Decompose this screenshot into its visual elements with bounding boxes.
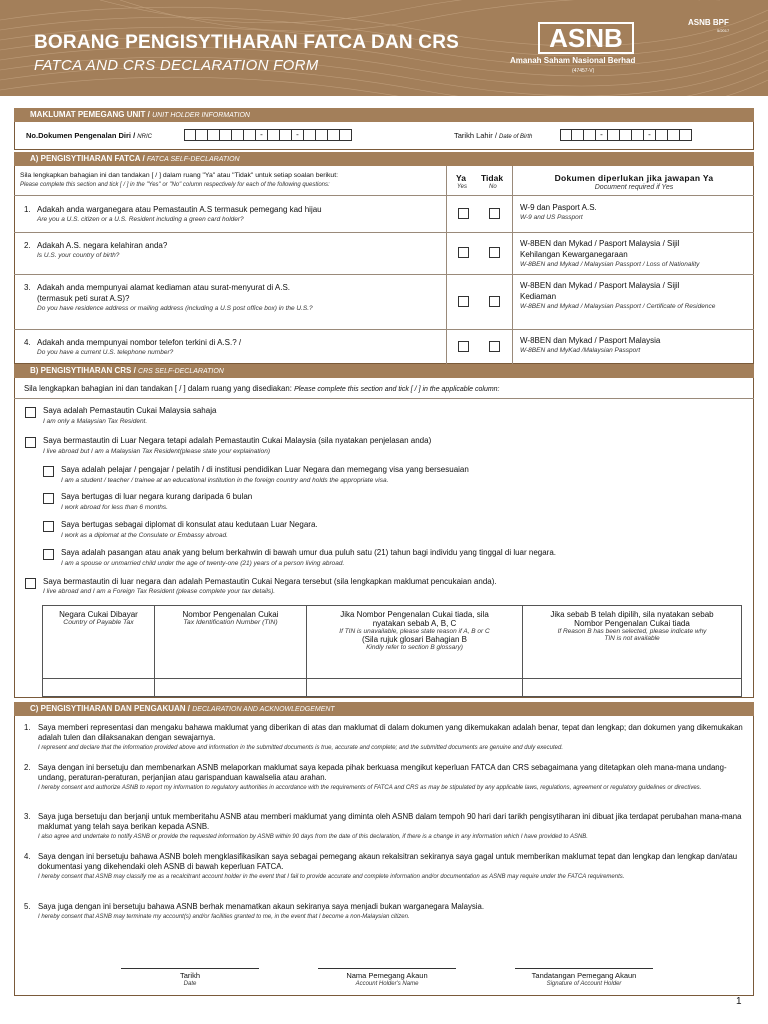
declaration-text-malay: Saya juga bersetuju dan berjanji untuk memberitahu ASNB atau memberi maklumat yang diminta oleh ASNB dalam tempoh 90 hari dari tarikh pengisytiharan ini dibuat jika terdapat perubahan mana-mana maklumat yang telah saya berikan kepada ASNB. — [38, 812, 742, 831]
crs-option-text: Saya bermastautin di Luar Negara tetapi adalah Pemastautin Cukai Malaysia (sila nyatakan penjelasan anda) — [43, 436, 432, 445]
dob-digit-box[interactable] — [572, 129, 584, 141]
declaration-text-en: I represent and declare that the information provided above and information in the submitted documents is true, accurate and complete; and the submitted documents are genuine and duly executed. — [38, 745, 563, 751]
reason-b-field[interactable] — [523, 679, 741, 697]
company-name: Amanah Saham Nasional Berhad — [510, 56, 636, 65]
crs-sub-option-text: Saya adalah pasangan atau anak yang belum berkahwin di bawah umur dua puluh satu (21) tahun bagi individu yang tinggal di luar negara. — [61, 548, 557, 557]
no-checkbox[interactable] — [489, 208, 500, 219]
col-tax-country-label: Negara Cukai Dibayar — [59, 610, 138, 619]
col-tin — [155, 606, 307, 678]
declaration-text-en: I hereby consent that ASNB may terminate my account(s) and/or facilities granted to me, in the event that I become a non-Malaysian citizen. — [38, 914, 410, 920]
asnb-logo: ASNB — [538, 22, 634, 54]
nric-dash: - — [292, 129, 304, 141]
declaration-text-en: I also agree and undertake to notify ASNB or provide the requested information by ASNB within 90 days from the date of this declaration, if there is a change in any information which I have provided to ASNB. — [38, 834, 588, 840]
crs-sub-option-text-en: I am a student / teacher / trainee at an educational institution in the foreign country and holds the appropriate visa. — [61, 477, 389, 484]
required-document: W-8BEN dan Mykad / Pasport Malaysia / Sijil — [520, 239, 680, 248]
crs-sub-option-text-en: I work abroad for less than 6 months. — [61, 504, 168, 511]
nric-digit-box[interactable] — [268, 129, 280, 141]
required-document: W-9 dan Pasport A.S. — [520, 203, 597, 212]
question-number: 1. — [24, 205, 31, 214]
question-text-en: Do you have residence address or mailing address (including a U.S post office box) in the U.S.? — [37, 305, 313, 312]
no-header-en: No — [489, 184, 497, 190]
crs-sub-option-checkbox[interactable] — [43, 549, 54, 560]
signature-label: Tarikh — [179, 971, 200, 980]
document-required-header: Dokumen diperlukan jika jawapan Ya — [554, 173, 714, 183]
nric-digit-box[interactable] — [304, 129, 316, 141]
crs-sub-option-checkbox[interactable] — [43, 466, 54, 477]
declaration-text — [38, 902, 744, 922]
question-text-cont: (termasuk peti surat A.S)? — [37, 294, 130, 303]
nric-label: No.Dokumen Pengenalan Diri / NRIC — [26, 131, 152, 140]
section-b-heading: B) PENGISYTIHARAN CRS / CRS SELF-DECLARATION — [14, 364, 754, 378]
col-divider-2 — [512, 166, 513, 364]
dob-input-grid[interactable] — [560, 129, 692, 141]
crs-sub-option-text: Saya bertugas di luar negara kurang daripada 6 bulan — [61, 492, 253, 501]
signature-line[interactable] — [121, 968, 259, 969]
company-registration: (47457-V) — [572, 68, 595, 74]
page-number: 1 — [736, 996, 742, 1007]
dob-dash: - — [596, 129, 608, 141]
required-document: W-8BEN dan Mykad / Pasport Malaysia — [520, 336, 661, 345]
yes-checkbox[interactable] — [458, 341, 469, 352]
yes-checkbox[interactable] — [458, 247, 469, 258]
yes-checkbox[interactable] — [458, 296, 469, 307]
no-checkbox[interactable] — [489, 247, 500, 258]
tax-country-field[interactable] — [43, 679, 155, 697]
foreign-tax-resident-checkbox[interactable] — [25, 578, 36, 589]
signature-label-en: Date — [183, 981, 197, 987]
question-separator — [14, 232, 754, 233]
dob-digit-box[interactable] — [656, 129, 668, 141]
nric-digit-box[interactable] — [208, 129, 220, 141]
declaration-text-malay: Saya dengan ini bersetuju bahawa ASNB boleh mengklasifikasikan saya sebagai pemegang akaun rekalsitran sekiranya saya gagal untuk memberikan maklumat tepat dan lengkap dan lengkap dan/atau dokumentasi yang dikehendaki oleh ASNB di bawah keperluan FATCA. — [38, 852, 738, 871]
required-document-en: W-8BEN and Mykad / Malaysian Passport / Loss of Nationality — [520, 261, 700, 268]
crs-sub-option-text-en: I am a spouse or unmarried child under the age of twenty-one (21) years of a person living abroad. — [61, 560, 345, 567]
tin-field[interactable] — [155, 679, 307, 697]
question-text: Adakah anda warganegara atau Pemastautin A.S termasuk pemegang kad hijau — [37, 205, 322, 214]
col-tin-reason-label-en: If TIN is unavailable, please state reason if A, B or C — [339, 628, 490, 635]
form-version: 5/2017 — [717, 28, 730, 33]
dob-label: Tarikh Lahir / Date of Birth — [454, 131, 533, 140]
section-a-instruction-en: Please complete this section and tick [ / ] in the "Yes" or "No" column respectively for each of the following questions: — [20, 182, 330, 188]
form-code: ASNB BPF — [688, 18, 729, 27]
declaration-text-malay: Saya memberi representasi dan mengaku bahawa maklumat yang diberikan di atas dan maklumat di dalam dokumen yang dikemukakan adalah benar, tepat dan lengkap; dan dokumen yang dikemukakan adalah tulen dan dilaksanakan dengan sewajarnya. — [38, 723, 743, 742]
signature-label: Nama Pemegang Akaun — [346, 971, 428, 980]
no-checkbox[interactable] — [489, 341, 500, 352]
crs-option-text: Saya adalah Pemastautin Cukai Malaysia sahaja — [43, 406, 217, 415]
form-header — [0, 0, 768, 96]
col-tin-label: Nombor Pengenalan Cukai — [182, 610, 279, 619]
nric-digit-box[interactable] — [220, 129, 232, 141]
declaration-text-malay: Saya dengan ini bersetuju dan membenarkan ASNB melaporkan maklumat saya kepada pihak berkuasa mengikut keperluan FATCA dan CRS sebagaimana yang ditetapkan oleh mana-mana undang-undang, peraturan-peraturan, perjanjian atau garispanduan kawalselia atau arahan. — [38, 763, 727, 782]
question-text-en: Are you a U.S. citizen or a U.S. Resident including a green card holder? — [37, 216, 244, 223]
unit-holder-heading: MAKLUMAT PEMEGANG UNIT / UNIT HOLDER INFORMATION — [14, 108, 754, 122]
form-title-english: FATCA AND CRS DECLARATION FORM — [34, 57, 319, 74]
declaration-text — [38, 763, 744, 793]
nric-dash: - — [256, 129, 268, 141]
tax-details-table — [42, 605, 742, 697]
question-number: 4. — [24, 338, 31, 347]
section-b-instruction: Sila lengkapkan bahagian ini dan tandakan [ / ] dalam ruang yang disediakan: Please complete this section and tick [ / ] in the applicable column: — [24, 384, 500, 393]
section-c-heading: C) PENGISYTIHARAN DAN PENGAKUAN / DECLARATION AND ACKNOWLEDGEMENT — [14, 702, 754, 716]
required-document-en: W-8BEN and MyKad /Malaysian Passport — [520, 347, 641, 354]
question-text-en: Do you have a current U.S. telephone number? — [37, 349, 174, 356]
required-document-cont: Kehilangan Kewarganegaraan — [520, 250, 628, 259]
yes-header: Ya — [456, 173, 466, 183]
signature-line[interactable] — [515, 968, 653, 969]
col-divider-1 — [446, 166, 447, 364]
nric-digit-box[interactable] — [232, 129, 244, 141]
question-text: Adakah anda mempunyai alamat kediaman atau surat-menyurat di A.S. — [37, 283, 291, 292]
question-number: 2. — [24, 241, 31, 250]
dob-digit-box[interactable] — [668, 129, 680, 141]
declaration-number: 2. — [24, 763, 31, 772]
signature-label-en: Account Holder's Name — [355, 981, 419, 987]
col-reason-b-label-en-2: TIN is not available — [604, 635, 660, 642]
nric-digit-box[interactable] — [196, 129, 208, 141]
yes-checkbox[interactable] — [458, 208, 469, 219]
dob-digit-box[interactable] — [584, 129, 596, 141]
crs-option-text-en: I am only a Malaysian Tax Resident. — [43, 418, 148, 425]
col-tin-label-en: Tax Identification Number (TIN) — [183, 619, 278, 626]
dob-digit-box[interactable] — [632, 129, 644, 141]
required-document-cont: Kediaman — [520, 292, 557, 301]
col-tin-reason — [307, 606, 523, 678]
foreign-tax-resident-text: Saya bermastautin di luar negara dan adalah Pemastautin Cukai Negara tersebut (sila lengkapkan maklumat pencukaian anda). — [43, 577, 497, 586]
col-tin-reason-label: Jika Nombor Pengenalan Cukai tiada, sila — [340, 610, 489, 619]
col-tax-country — [43, 606, 155, 678]
declaration-text — [38, 723, 744, 753]
tin-reason-field[interactable] — [307, 679, 523, 697]
question-text-en: Is U.S. your country of birth? — [37, 252, 120, 259]
declaration-text — [38, 812, 744, 842]
declaration-number: 1. — [24, 723, 31, 732]
declaration-text-en: I hereby consent that ASNB may classify me as a recalcitrant account holder in the event that I fail to provide accurate and complete information and/or documentation as ASNB may require under the FATCA requirements. — [38, 874, 625, 880]
crs-option-text-en: I live abroad but I am a Malaysian Tax Resident(please state your explaination) — [43, 448, 271, 455]
question-separator — [14, 274, 754, 275]
signature-label: Tandatangan Pemegang Akaun — [531, 971, 637, 980]
nric-digit-box[interactable] — [316, 129, 328, 141]
nric-digit-box[interactable] — [280, 129, 292, 141]
required-document-en: W-8BEN and Mykad / Malaysian Passport / Certificate of Residence — [520, 303, 716, 310]
col-tax-country-label-en: Country of Payable Tax — [63, 619, 134, 626]
crs-sub-option-checkbox[interactable] — [43, 521, 54, 532]
document-required-header-en: Document required if Yes — [594, 184, 674, 191]
col-reason-b — [523, 606, 741, 678]
section-a-instruction: Sila lengkapkan bahagian ini dan tandakan [ / ] dalam ruang "Ya" atau "Tidak" untuk setiap soalan berikut: — [20, 172, 338, 179]
col-reason-b-label-2: Nombor Pengenalan Cukai tiada — [574, 619, 690, 628]
crs-sub-option-checkbox[interactable] — [43, 493, 54, 504]
signature-label-en: Signature of Account Holder — [546, 981, 622, 987]
yes-header-en: Yes — [457, 184, 468, 190]
nric-digit-box[interactable] — [340, 129, 352, 141]
no-header: Tidak — [481, 173, 504, 183]
signature-line[interactable] — [318, 968, 456, 969]
dob-digit-box[interactable] — [608, 129, 620, 141]
section-a-heading: A) PENGISYTIHARAN FATCA / FATCA SELF-DECLARATION — [14, 152, 754, 166]
nric-digit-box[interactable] — [184, 129, 196, 141]
crs-sub-option-text-en: I work as a diplomat at the Consulate or Embassy abroad. — [61, 532, 228, 539]
crs-option-checkbox[interactable] — [25, 407, 36, 418]
declaration-text — [38, 852, 744, 882]
nric-digit-box[interactable] — [328, 129, 340, 141]
col-reason-b-label-en: If Reason B has been selected, please indicate why — [557, 628, 707, 635]
dob-dash: - — [644, 129, 656, 141]
crs-option-checkbox[interactable] — [25, 437, 36, 448]
col-tin-reason-glossary: (Sila rujuk glosari Bahagian B — [362, 635, 467, 644]
dob-digit-box[interactable] — [620, 129, 632, 141]
declaration-text-en: I hereby consent and authorize ASNB to report my information to regulatory authorities in accordance with the requirements of FATCA and CRS as may be stipulated by any applicable laws, regulations, agreement or regulatory guidelines or directives. — [38, 785, 702, 791]
form-title-malay: BORANG PENGISYTIHARAN FATCA DAN CRS — [34, 32, 460, 53]
declaration-number: 4. — [24, 852, 31, 861]
nric-input-grid[interactable] — [184, 129, 352, 141]
col-tin-reason-glossary-en: Kindly refer to section B glossary) — [366, 644, 463, 651]
crs-sub-option-text: Saya adalah pelajar / pengajar / pelatih / di institusi pendidikan Luar Negara dan memegang visa yang bersesuaian — [61, 465, 469, 474]
question-text: Adakah A.S. negara kelahiran anda? — [37, 241, 168, 250]
required-document-en: W-9 and US Passport — [520, 214, 583, 221]
required-document: W-8BEN dan Mykad / Pasport Malaysia / Sijil — [520, 281, 680, 290]
col-reason-b-label: Jika sebab B telah dipilih, sila nyatakan sebab — [550, 610, 714, 619]
question-number: 3. — [24, 283, 31, 292]
declaration-number: 3. — [24, 812, 31, 821]
question-separator — [14, 329, 754, 330]
foreign-tax-resident-text-en: I live abroad and I am a Foreign Tax Resident (please complete your tax details). — [43, 588, 276, 595]
declaration-number: 5. — [24, 902, 31, 911]
nric-digit-box[interactable] — [244, 129, 256, 141]
dob-digit-box[interactable] — [680, 129, 692, 141]
declaration-text-malay: Saya juga dengan ini bersetuju bahawa ASNB berhak menamatkan akaun sekiranya saya menjadi bukan warganegara Malaysia. — [38, 902, 484, 911]
dob-digit-box[interactable] — [560, 129, 572, 141]
col-tin-reason-label-2: nyatakan sebab A, B, C — [372, 619, 457, 628]
question-text: Adakah anda mempunyai nombor telefon terkini di A.S.? / — [37, 338, 242, 347]
no-checkbox[interactable] — [489, 296, 500, 307]
crs-sub-option-text: Saya bertugas sebagai diplomat di konsulat atau kedutaan Luar Negara. — [61, 520, 318, 529]
